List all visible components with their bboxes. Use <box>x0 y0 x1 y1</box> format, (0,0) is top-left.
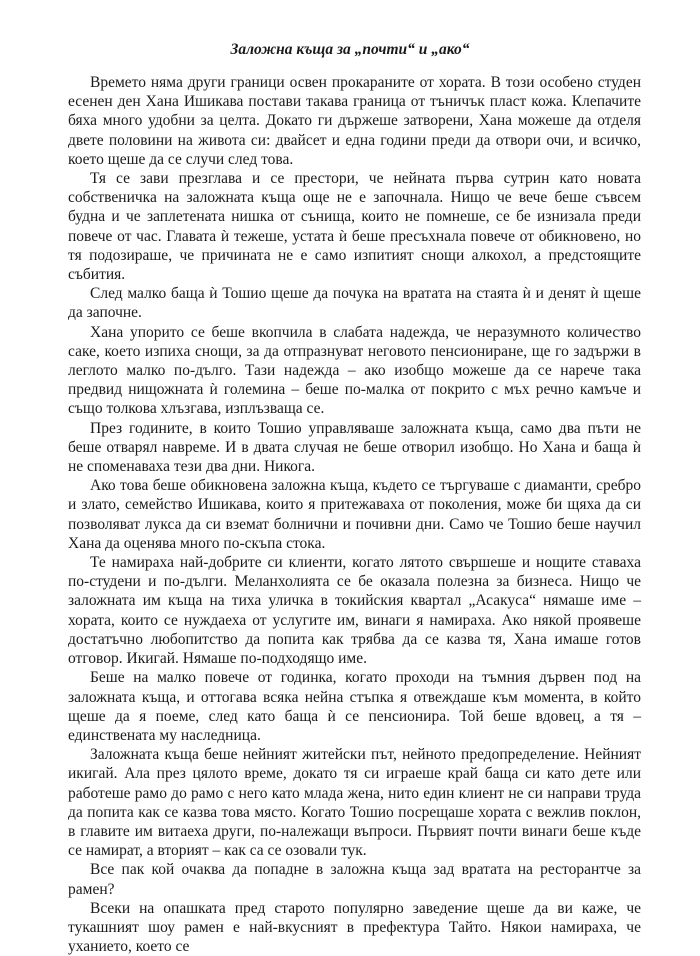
paragraph: Всеки на опашката пред старото популярно заведение щеше да ви каже, че тукашният шоу рамен е най-вкусният в префектура Тайто. Някои намираха, че уханието, което се <box>68 899 641 956</box>
paragraph: Заложната къща беше нейният житейски път, нейното предопределение. Нейният икигай. Ала през цялото време, докато тя си играеше край баща си като дете или работеше рамо до рамо с него като млада жена, нито един клиент не си направи труда да попита как се казва това място. Когато Тошио посрещаше хората с вежлив поклон, в главите им витаеха други, по-належащи въпроси. Първият почти винаги беше къде се намират, а вторият – как са се озовали тук. <box>68 746 641 860</box>
body-text <box>68 73 641 956</box>
chapter-title: Заложна къща за „почти“ и „ако“ <box>230 41 470 58</box>
paragraph: Тя се зави презглава и се престори, че нейната първа сутрин като новата собственичка на заложната къща още не е започнала. Нищо че вече беше съвсем будна и че заплетената нишка от сънища, които не помнеше, се бе изнизала преди повече от час. Главата ѝ тежеше, устата ѝ беше пресъхнала повече от обикновено, но тя подозираше, че причината не е само изпитият снощи алкохол, а предстоящите събития. <box>68 170 641 284</box>
paragraph: Беше на малко повече от годинка, когато проходи на тъмния дървен под на заложната къща, и оттогава всяка нейна стъпка я отвеждаше към момента, в който щеше да я поеме, след като баща ѝ се пенсионира. Той беше вдовец, а тя – единствената му наследница. <box>68 669 641 744</box>
paragraph: Ако това беше обикновена заложна къща, където се търгуваше с диаманти, сребро и злато, семейство Ишикава, които я притежаваха от поколения, може би щяха да си позволяват лукса да си вземат болнични и почивни дни. Само че Тошио беше научил Хана да оценява много по-скъпа стока. <box>68 477 641 552</box>
paragraph: През годините, в които Тошио управляваше заложната къща, само два пъти не беше отварял навреме. И в двата случая не беше отворил изобщо. Но Хана и баща ѝ не споменаваха тези два дни. Никога. <box>68 419 641 476</box>
paragraph: Все пак кой очаква да попадне в заложна къща зад вратата на ресторантче за рамен? <box>68 861 641 898</box>
paragraph: След малко баща ѝ Тошио щеше да почука на вратата на стаята ѝ и денят ѝ щеше да започне. <box>68 285 641 322</box>
paragraph: Те намираха най-добрите си клиенти, когато лятото свършеше и нощите ставаха по-студени и по-дълги. Меланхолията се бе оказала полезна за бизнеса. Нищо че заложната им къща на тиха уличка в токийския квартал „Асакуса“ нямаше име – хората, които се нуждаеха от услугите им, винаги я намираха. Ако някой проявеше достатъчно любопитство да попита как трябва да се казва тя, Хана имаше готов отговор. Икигай. Нямаше по-подходящо име. <box>68 554 641 668</box>
paragraph: Времето няма други граници освен прокараните от хората. В този особено студен есенен ден Хана Ишикава постави такава граница от тъничък пласт кожа. Клепачите бяха много удобни за целта. Докато ги държеше затворени, Хана можеше да отделя двете половини на живота си: двайсет и една години преди да отвори очи, и всичко, което щеше да се случи след това. <box>68 74 641 168</box>
paragraph: Хана упорито се беше вкопчила в слабата надежда, че неразумното количество саке, което изпиха снощи, за да отпразнуват неговото пенсиониране, ще го задържи в леглото малко по-дълго. Тази надежда – ако изобщо можеше да се нарече така предвид нищожната ѝ големина – беше по-малка от покрито с мъх речно камъче и също толкова хлъзгава, изплъзваща се. <box>68 323 641 418</box>
